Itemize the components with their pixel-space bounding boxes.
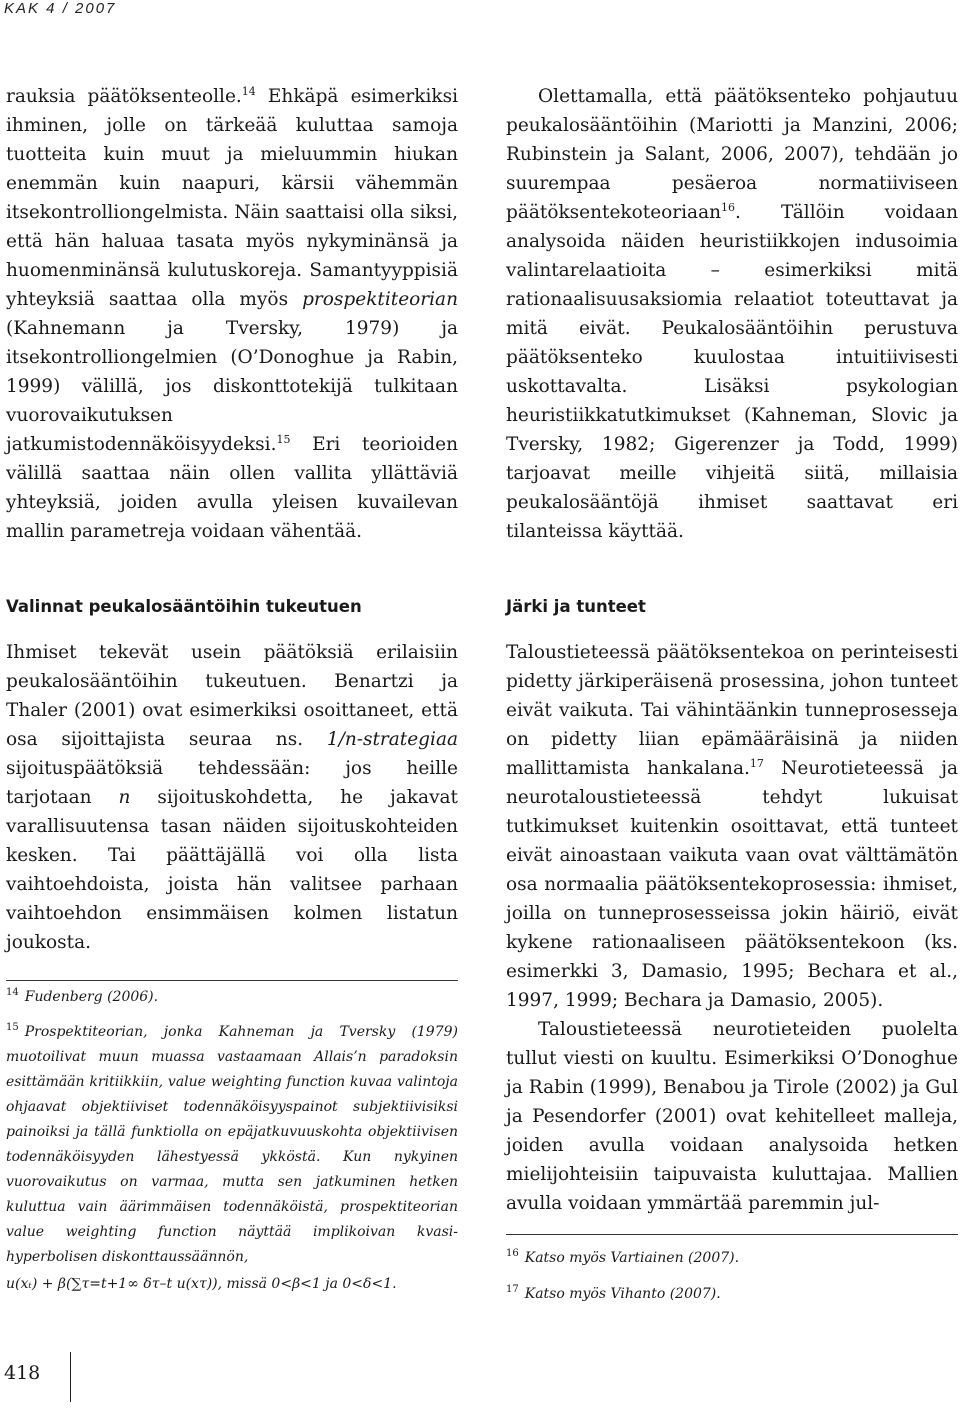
text-run: sijoituskohdetta, he jakavat varallisuutensa tasan näiden sijoituskohteiden kesken. Tai päättäjällä voi olla lista vaihtoehdoista, joista hän valitsee parhaan vaihtoehdon ensimmäisen kolmen listatun joukosta. <box>6 787 458 953</box>
footnote-text: Prospektiteorian, jonka Kahneman ja Tversky (1979) muotoilivat muun muassa vastaamaan Allais’n paradoksin esittämään kritiikkiin, value weighting function kuvaa valintoja ohjaavat objektiiviset todennäköisyyspainot subjektiivisiksi painoiksi ja tällä funktiolla on epäjatkuvuuskohta objektiivisen todennäköisyyden lähestyessä ykköstä. Kun nykyinen vuorovaikutus on varmaa, mutta sen jatkuminen hetken kuluttua vain äärimmäisen todennäköistä, prospektiteorian value weighting function näyttää implikoivan kvasi-hyperbolisen diskonttaussäännön, <box>6 1024 458 1265</box>
footnote-15 <box>6 1020 458 1297</box>
footnote-number: 16 <box>506 1248 519 1260</box>
text-run: Eri teorioiden välillä saattaa näin ollen vallita yllättäviä yhteyksiä, joiden avulla yleisen kuvailevan mallin parametreja voidaan vähentää. <box>6 434 458 542</box>
emphasis-text: prospektiteorian <box>302 289 458 310</box>
footnote-divider-left <box>6 980 458 981</box>
text-run: Neurotieteessä ja neurotaloustieteessä tehdyt lukuisat tutkimukset kuitenkin osoittavat, että tunteet eivät ainoastaan vaikuta vaan ovat välttämätön osa normaalia päätöksentekoprosessia: ihmiset, joilla on tunneprosesseissa jokin häiriö, eivät kykene rationaaliseen päätöksentekoon (ks. esimerkki 3, Damasio, 1995; Bechara et al., 1997, 1999; Bechara ja Damasio, 2005). <box>506 758 958 1011</box>
formula: u(xₜ) + β(∑τ=t+1∞ δτ–t u(xτ)), missä 0<β<1 ja 0<δ<1. <box>6 1276 397 1292</box>
footnote-text: Katso myös Vartiainen (2007). <box>524 1250 740 1266</box>
footnote-ref-15[interactable]: 15 <box>276 432 291 446</box>
footnote-text: Katso myös Vihanto (2007). <box>524 1286 721 1302</box>
footnote-number: 15 <box>6 1022 19 1034</box>
page-number-rule <box>70 1352 71 1402</box>
footnote-16 <box>506 1246 958 1271</box>
right-column <box>506 82 958 1218</box>
text-run: sijoituspäätöksiä tehdessään: jos heille tarjotaan <box>6 758 458 808</box>
emphasis-text: n <box>118 787 131 808</box>
right-paragraph-3: Taloustieteessä neurotieteiden puolelta tullut viesti on kuultu. Esimerkiksi O’Donoghue ja Rabin (1999), Benabou ja Tirole (2002) ja Gul ja Pesendorfer (2001) ovat kehitelleet malleja, joiden avulla voidaan analysoida hetken mielijohteisiin taipuvaista kuluttajaa. Mallien avulla voidaan ymmärtää paremmin jul- <box>506 1019 958 1214</box>
right-paragraph-1 <box>506 82 958 546</box>
text-run: Olettamalla, että päätöksenteko pohjautuu peukalosääntöihin (Mariotti ja Manzini, 2006; Rubinstein ja Salant, 2006, 2007), tehdään jo suurempaa pesäeroa normatiiviseen päätöksentekoteoriaan <box>506 86 958 223</box>
footnote-17 <box>506 1282 958 1307</box>
text-run: (Kahnemann ja Tversky, 1979) ja itsekontrolliongelmien (O’Donoghue ja Rabin, 1999) välillä, jos diskonttotekijä tulkitaan vuorovaikutuksen jatkumistodennäköisyydeksi. <box>6 318 458 455</box>
left-paragraph-2 <box>6 638 458 957</box>
section-heading-jarki: Järki ja tunteet <box>506 597 646 616</box>
footnote-ref-16[interactable]: 16 <box>721 200 736 214</box>
text-run: Ihmiset tekevät usein päätöksiä erilaisiin peukalosääntöihin tukeutuen. Benartzi ja Thaler (2001) ovat esimerkiksi osoittaneet, että osa sijoittajista seuraa ns. <box>6 642 458 750</box>
text-run: Taloustieteessä päätöksentekoa on perinteisesti pidetty järkiperäisenä prosessina, johon tunteet eivät vaikuta. Tai vähintäänkin tunneprosesseja on pidetty liian epämääräisinä ja niiden mallittamista hankalana. <box>506 642 958 779</box>
left-paragraph-1 <box>6 82 458 546</box>
left-column <box>6 82 458 957</box>
text-run: . Tällöin voidaan analysoida näiden heuristiikkojen indusoimia valintarelaatioita – esimerkiksi mitä rationaalisuusaksiomia relaatiot toteuttavat ja mitä eivät. Peukalosääntöihin perustuva päätöksenteko kuulostaa intuitiivisesti uskottavalta. Lisäksi psykologian heuristiikkatutkimukset (Kahneman, Slovic ja Tversky, 1982; Gigerenzer ja Todd, 1999) tarjoavat meille vihjeitä siitä, millaisia peukalosääntöjä ihmiset saattavat eri tilanteissa käyttää. <box>506 202 958 542</box>
footnote-divider-right <box>506 1234 958 1235</box>
emphasis-text: 1/n-strategiaa <box>326 729 458 750</box>
footnote-number: 14 <box>6 987 19 999</box>
text-run: Ehkäpä esimerkiksi ihminen, jolle on tärkeää kuluttaa samoja tuotteita kuin muut ja mieluummin hiukan enemmän kuin naapuri, kärsii vähemmän itsekontrolliongelmista. Näin saattaisi olla siksi, että hän haluaa tasata myös nykyminänsä ja huomenminänsä kulutuskoreja. Samantyyppisiä yhteyksiä saattaa olla myös <box>6 86 459 310</box>
section-heading-valinnat: Valinnat peukalosääntöihin tukeutuen <box>6 597 362 616</box>
footnote-14 <box>6 985 458 1010</box>
right-paragraph-2 <box>506 638 958 1015</box>
footnote-ref-14[interactable]: 14 <box>241 84 256 98</box>
footnote-ref-17[interactable]: 17 <box>749 756 764 770</box>
text-run: rauksia päätöksenteolle. <box>6 86 242 107</box>
footnote-number: 17 <box>506 1284 519 1296</box>
page-number: 418 <box>4 1362 41 1384</box>
running-header: KAK 4 / 2007 <box>4 0 117 17</box>
footnote-text: Fudenberg (2006). <box>24 989 159 1005</box>
